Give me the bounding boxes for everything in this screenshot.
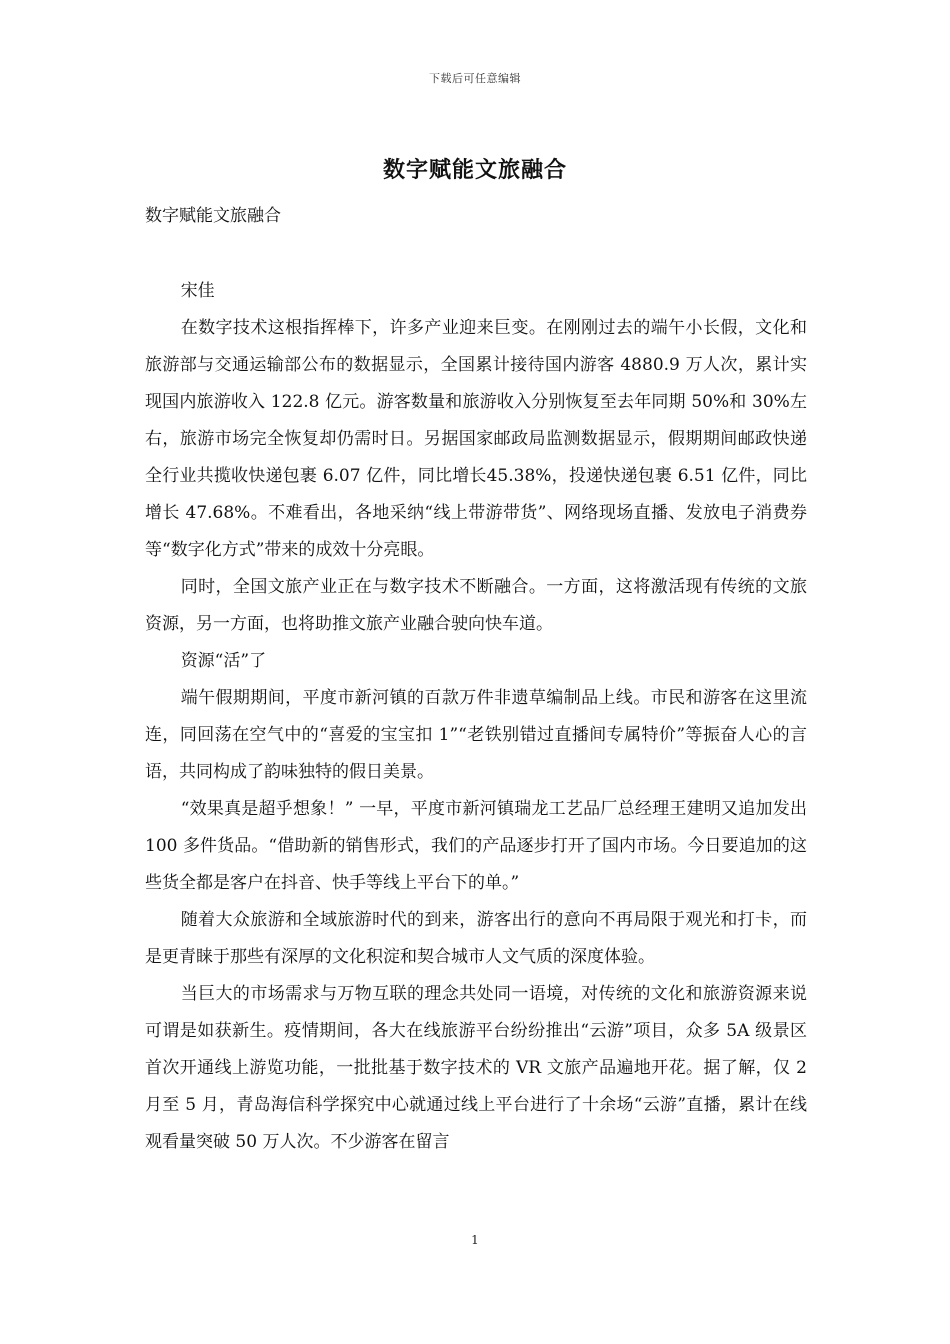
document-body bbox=[145, 273, 807, 1161]
paragraph: 当巨大的市场需求与万物互联的理念共处同一语境，对传统的文化和旅游资源来说可谓是如获新生。疫情期间，各大在线旅游平台纷纷推出“云游”项目，众多 5A 级景区首次开通线上游览功能，一批批基于数字技术的 VR 文旅产品遍地开花。据了解，仅 2 月至 5 月，青岛海信科学探究中心就通过线上平台进行了十余场“云游”直播，累计在线观看量突破 50 万人次。不少游客在留言 bbox=[145, 984, 807, 1152]
document-title: 数字赋能文旅融合 bbox=[382, 157, 567, 183]
document-subtitle: 数字赋能文旅融合 bbox=[145, 206, 281, 226]
paragraph: 随着大众旅游和全域旅游时代的到来，游客出行的意向不再局限于观光和打卡，而是更青睐于那些有深厚的文化积淀和契合城市人文气质的深度体验。 bbox=[145, 910, 807, 967]
author-line: 宋佳 bbox=[180, 281, 215, 301]
paragraph: 在数字技术这根指挥棒下，许多产业迎来巨变。在刚刚过去的端午小长假，文化和旅游部与交通运输部公布的数据显示，全国累计接待国内游客 4880.9 万人次，累计实现国内旅游收入 122.8 亿元。游客数量和旅游收入分别恢复至去年同期 50%和 30%左右，旅游市场完全恢复却仍需时日。另据国家邮政局监测数据显示，假期期间邮政快递全行业共揽收快递包裹 6.07 亿件，同比增长45.38%，投递快递包裹 6.51 亿件，同比增长 47.68%。不难看出，各地采纳“线上带游带货”、网络现场直播、发放电子消费券等“数字化方式”带来的成效十分亮眼。 bbox=[145, 318, 807, 560]
paragraph: “效果真是超乎想象！” 一早，平度市新河镇瑞龙工艺品厂总经理王建明又追加发出 100 多件货品。“借助新的销售形式，我们的产品逐步打开了国内市场。今日要追加的这些货全都是客户在抖音、快手等线上平台下的单。” bbox=[145, 799, 807, 893]
header-note: 下载后可任意编辑 bbox=[429, 72, 521, 85]
paragraph: 端午假期期间，平度市新河镇的百款万件非遗草编制品上线。市民和游客在这里流连，同回荡在空气中的“喜爱的宝宝扣 1”“老铁别错过直播间专属特价”等振奋人心的言语，共同构成了韵味独特的假日美景。 bbox=[145, 688, 807, 782]
paragraph: 同时，全国文旅产业正在与数字技术不断融合。一方面，这将激活现有传统的文旅资源，另一方面，也将助推文旅产业融合驶向快车道。 bbox=[145, 577, 807, 634]
page-number: 1 bbox=[471, 1233, 479, 1247]
section-heading: 资源“活”了 bbox=[180, 651, 267, 671]
